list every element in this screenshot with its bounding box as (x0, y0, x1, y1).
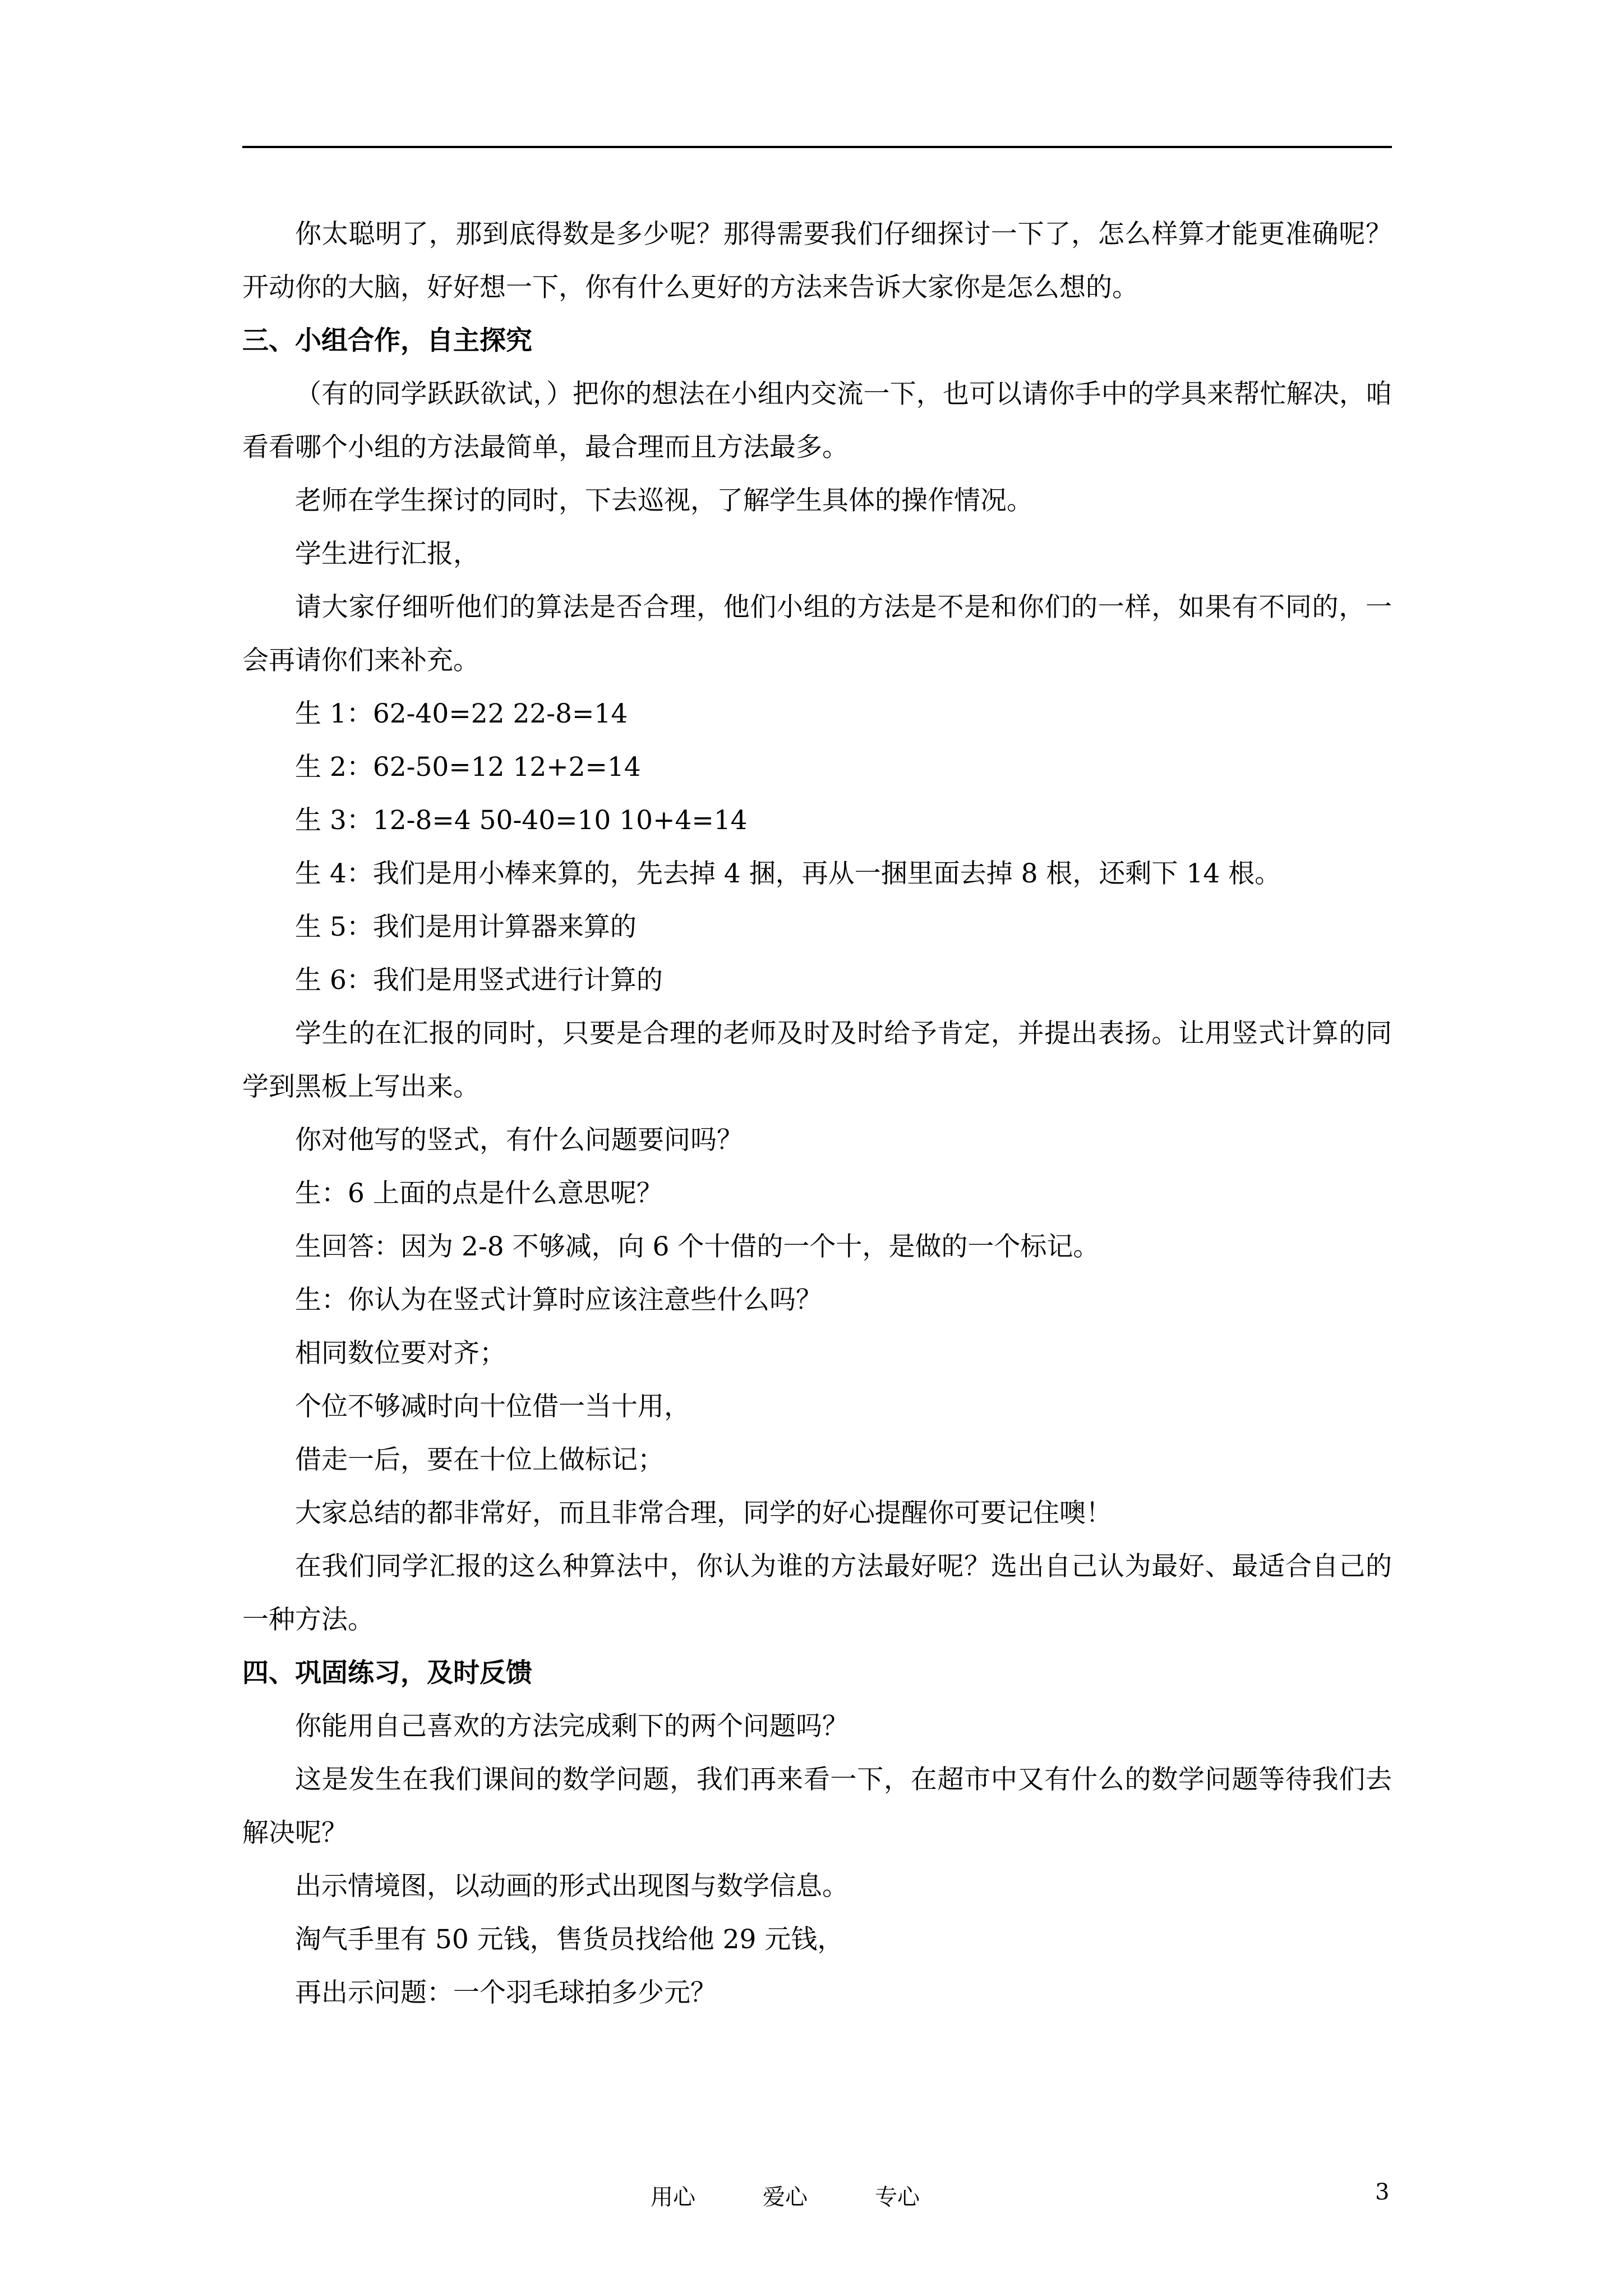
paragraph: 老师在学生探讨的同时，下去巡视，了解学生具体的操作情况。 (295, 485, 1033, 516)
paragraph: 借走一后，要在十位上做标记； (295, 1444, 664, 1475)
footer-motto-item: 专心 (875, 2184, 920, 2210)
paragraph: 相同数位要对齐； (295, 1338, 506, 1369)
paragraph: 生：你认为在竖式计算时应该注意些什么吗？ (295, 1285, 822, 1315)
paragraph: 学生进行汇报， (295, 539, 479, 569)
section-heading: 三、小组合作，自主探究 (242, 325, 532, 356)
paragraph: 学生的在汇报的同时，只要是合理的老师及时及时给予肯定，并提出表扬。让用竖式计算的同学到黑板上写出来。 (242, 1018, 1392, 1102)
paragraph: 你对他写的竖式，有什么问题要问吗？ (295, 1125, 743, 1156)
paragraph: 你能用自己喜欢的方法完成剩下的两个问题吗？ (295, 1711, 849, 1742)
section-heading: 四、巩固练习，及时反馈 (242, 1658, 532, 1688)
paragraph: 这是发生在我们课间的数学问题，我们再来看一下，在超市中又有什么的数学问题等待我们去解决呢？ (242, 1764, 1392, 1848)
header-rule (242, 146, 1392, 148)
document-body (242, 208, 1392, 2019)
page-footer (0, 2179, 1623, 2213)
paragraph: 生 1：62-40=22 22-8=14 (295, 698, 628, 729)
paragraph: 生 3：12-8=4 50-40=10 10+4=14 (295, 805, 748, 836)
page-number: 3 (1375, 2179, 1390, 2205)
paragraph: 生 6：我们是用竖式进行计算的 (295, 965, 663, 996)
paragraph: 你太聪明了，那到底得数是多少呢？那得需要我们仔细探讨一下了，怎么样算才能更准确呢？开动你的大脑，好好想一下，你有什么更好的方法来告诉大家你是怎么想的。 (242, 219, 1392, 303)
paragraph: 再出示问题：一个羽毛球拍多少元？ (295, 1977, 717, 2008)
paragraph: 大家总结的都非常好，而且非常合理，同学的好心提醒你可要记住噢！ (295, 1498, 1112, 1529)
paragraph: 出示情境图，以动画的形式出现图与数学信息。 (295, 1871, 849, 1902)
paragraph: 在我们同学汇报的这么种算法中，你认为谁的方法最好呢？选出自己认为最好、最适合自己的一种方法。 (242, 1551, 1392, 1635)
paragraph: 淘气手里有 50 元钱，售货员找给他 29 元钱， (295, 1924, 844, 1955)
footer-motto-item: 用心 (651, 2184, 695, 2210)
paragraph: 生 5：我们是用计算器来算的 (295, 912, 637, 942)
footer-motto (651, 2179, 920, 2211)
paragraph: 生：6 上面的点是什么意思呢？ (295, 1178, 663, 1209)
footer-motto-item: 爱心 (763, 2184, 808, 2210)
paragraph: 生 2：62-50=12 12+2=14 (295, 752, 641, 783)
paragraph: （有的同学跃跃欲试，）把你的想法在小组内交流一下，也可以请你手中的学具来帮忙解决，咱看看哪个小组的方法最简单，最合理而且方法最多。 (242, 379, 1392, 463)
paragraph: 请大家仔细听他们的算法是否合理，他们小组的方法是不是和你们的一样，如果有不同的，一会再请你们来补充。 (242, 592, 1392, 676)
paragraph: 生回答：因为 2-8 不够减，向 6 个十借的一个十，是做的一个标记。 (295, 1231, 1100, 1262)
paragraph: 个位不够减时向十位借一当十用， (295, 1391, 690, 1422)
paragraph: 生 4：我们是用小棒来算的，先去掉 4 捆，再从一捆里面去掉 8 根，还剩下 14 根。 (295, 858, 1281, 889)
